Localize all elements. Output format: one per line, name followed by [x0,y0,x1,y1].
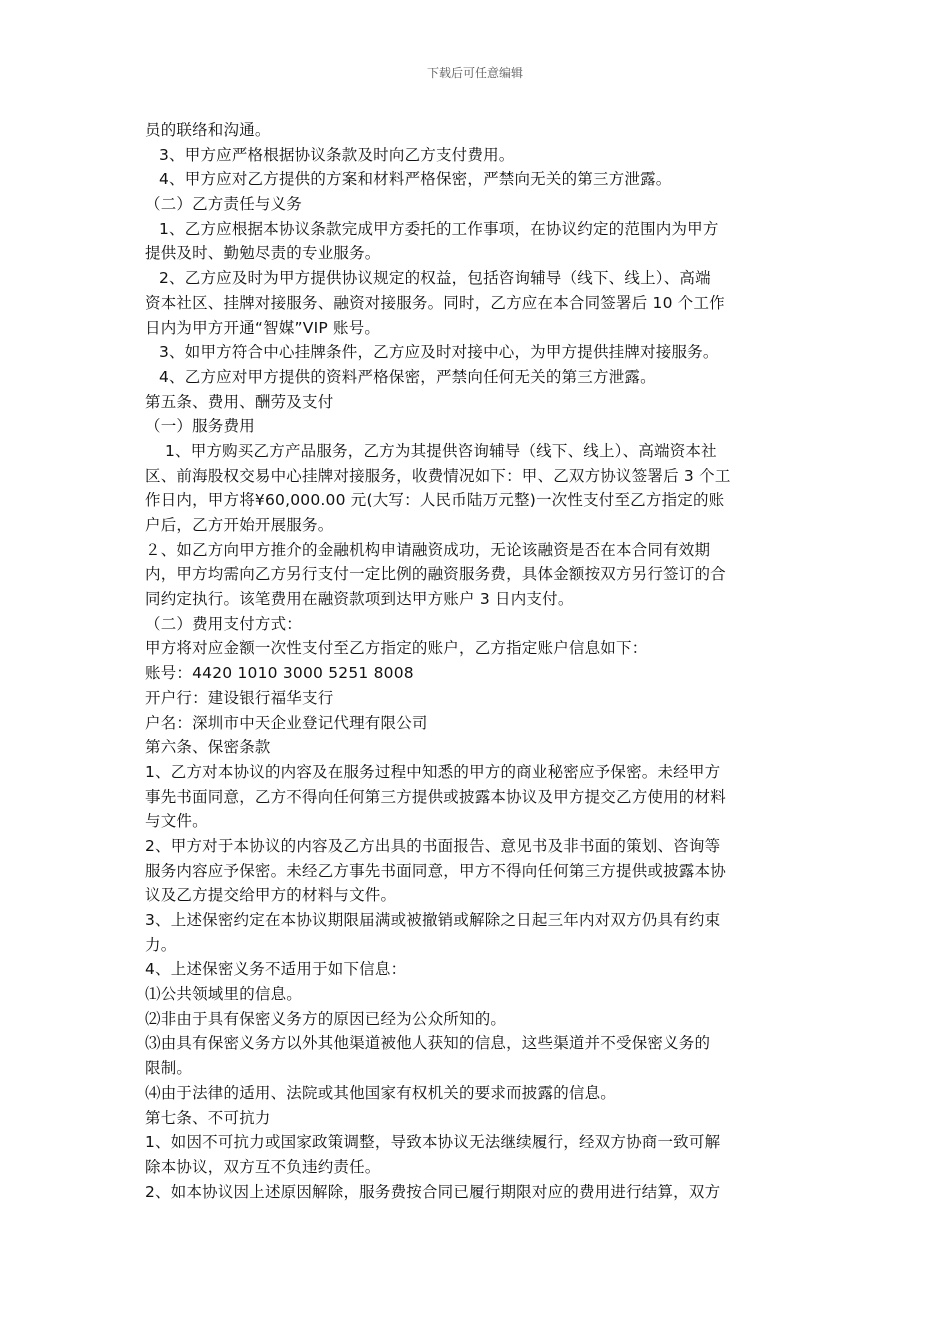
text-line: 3、如甲方符合中心挂牌条件，乙方应及时对接中心，为甲方提供挂牌对接服务。 [159,343,719,362]
text-line: 区、前海股权交易中心挂牌对接服务，收费情况如下：甲、乙双方协议签署后 3 个工 [145,466,731,485]
text-line: 服务内容应予保密。未经乙方事先书面同意，甲方不得向任何第三方提供或披露本协 [145,861,726,880]
text-line: （一）服务费用 [145,417,255,436]
text-line: 2、如本协议因上述原因解除，服务费按合同已履行期限对应的费用进行结算，双方 [145,1182,721,1201]
text-line: 第六条、保密条款 [145,738,271,757]
text-line: 力。 [145,935,177,954]
text-line: 4、乙方应对甲方提供的资料严格保密，严禁向任何无关的第三方泄露。 [159,367,656,386]
text-line: 第五条、费用、酬劳及支付 [145,392,334,411]
text-line: （二）费用支付方式： [145,614,303,633]
text-line: 议及乙方提交给甲方的材料与文件。 [145,886,397,905]
text-line: 甲方将对应金额一次性支付至乙方指定的账户，乙方指定账户信息如下： [145,639,648,658]
text-line: 内，甲方均需向乙方另行支付一定比例的融资服务费，具体金额按双方另行签订的合 [145,565,726,584]
text-line: ２、如乙方向甲方推介的金融机构申请融资成功，无论该融资是否在本合同有效期 [145,540,711,559]
text-line: ⑴公共领域里的信息。 [145,985,303,1004]
text-line: 日内为甲方开通“智媒”VIP 账号。 [145,318,381,337]
text-line: 第七条、不可抗力 [145,1108,271,1127]
text-line: ⑶由具有保密义务方以外其他渠道被他人获知的信息，这些渠道并不受保密义务的 [145,1034,711,1053]
text-line: 2、乙方应及时为甲方提供协议规定的权益，包括咨询辅导（线下、线上）、高端 [159,269,711,288]
text-line: 1、如因不可抗力或国家政策调整，导致本协议无法继续履行，经双方协商一致可解 [145,1133,721,1152]
text-line: 2、甲方对于本协议的内容及乙方出具的书面报告、意见书及非书面的策划、咨询等 [145,836,721,855]
text-line: 作日内，甲方将¥60,000.00 元(大写：人民币陆万元整)一次性支付至乙方指定的账 [145,491,725,510]
text-line: 户名：深圳市中天企业登记代理有限公司 [145,713,428,732]
text-line: 开户行：建设银行福华支行 [145,688,334,707]
text-line: 1、甲方购买乙方产品服务，乙方为其提供咨询辅导（线下、线上）、高端资本社 [165,441,717,460]
text-line: 1、乙方对本协议的内容及在服务过程中知悉的甲方的商业秘密应予保密。未经甲方 [145,762,721,781]
document-body [145,118,775,1204]
text-line: 事先书面同意，乙方不得向任何第三方提供或披露本协议及甲方提交乙方使用的材料 [145,787,726,806]
text-line: 4、上述保密义务不适用于如下信息： [145,960,407,979]
page-header: 下载后可任意编辑 [426,66,523,80]
text-line: 限制。 [145,1059,193,1078]
text-line: 资本社区、挂牌对接服务、融资对接服务。同时，乙方应在本合同签署后 10 个工作 [145,293,725,312]
text-line: 提供及时、勤勉尽责的专业服务。 [145,244,381,263]
text-line: 同约定执行。该笔费用在融资款项到达甲方账户 3 日内支付。 [145,590,574,609]
text-line: 3、甲方应严格根据协议条款及时向乙方支付费用。 [159,145,515,164]
text-line: 账号：4420 1010 3000 5251 8008 [145,664,414,683]
text-line: 户后，乙方开始开展服务。 [145,516,334,534]
text-line: ⑷由于法律的适用、法院或其他国家有权机关的要求而披露的信息。 [145,1083,617,1102]
text-line: （二）乙方责任与义务 [145,195,303,214]
text-line: 3、上述保密约定在本协议期限届满或被撤销或解除之日起三年内对双方仍具有约束 [145,911,721,929]
text-line: ⑵非由于具有保密义务方的原因已经为公众所知的。 [145,1009,507,1028]
text-line: 与文件。 [145,812,208,831]
text-line: 1、乙方应根据本协议条款完成甲方委托的工作事项，在协议约定的范围内为甲方 [159,219,719,238]
text-line: 4、甲方应对乙方提供的方案和材料严格保密，严禁向无关的第三方泄露。 [159,170,672,189]
text-line: 员的联络和沟通。 [145,121,271,139]
text-line: 除本协议，双方互不负违约责任。 [145,1157,381,1176]
